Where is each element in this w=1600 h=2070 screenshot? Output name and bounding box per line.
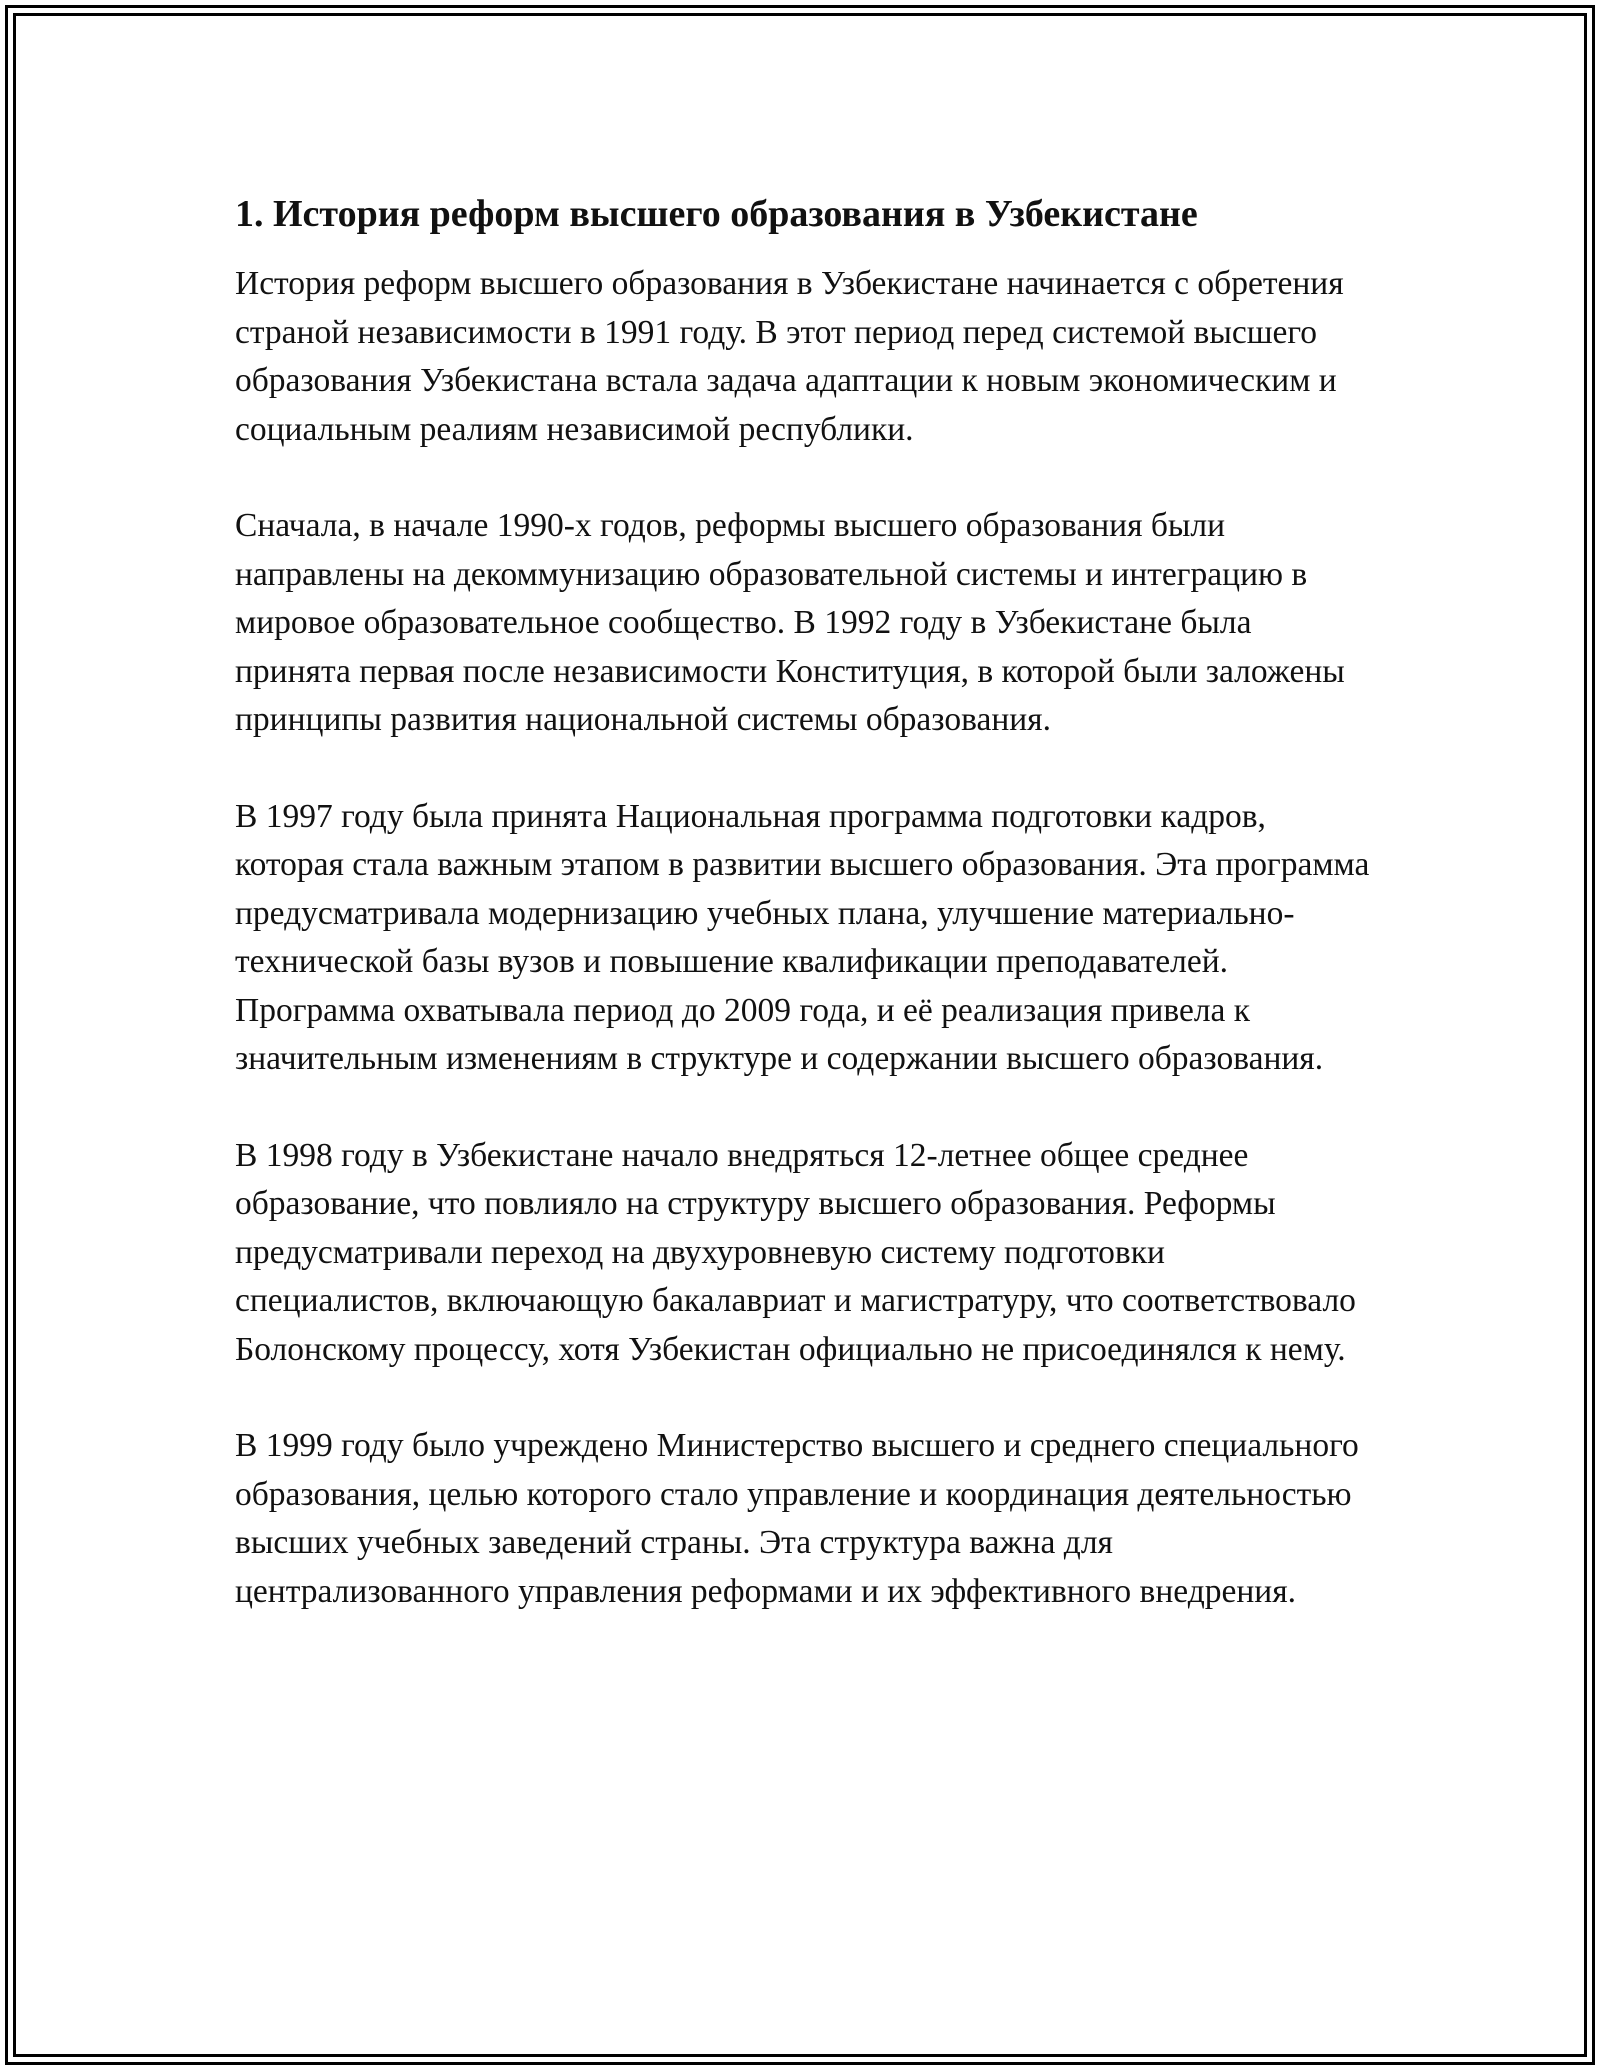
paragraph-early-1990s: Сначала, в начале 1990-х годов, реформы высшего образования были направлены на декоммунизацию образовательной системы и интеграцию в мировое образовательное сообщество. В 1992 году в Узбекистане была принята первая после независимости Конституция, в которой были заложены принципы развития национальной системы образования. bbox=[235, 507, 1345, 738]
paragraph-1998-reform: В 1998 году в Узбекистане начало внедряться 12-летнее общее среднее образование, что повлияло на структуру высшего образования. Реформы предусматривали переход на двухуровневую систему подготовки специалистов, включающую бакалавриат и магистратуру, что соответствовало Болонскому процессу, хотя Узбекистан официально не присоединялся к нему. bbox=[235, 1136, 1356, 1368]
paragraph-1999-ministry: В 1999 году было учреждено Министерство высшего и среднего специального образования, целью которого стало управление и координация деятельностью высших учебных заведений страны. Эта структура важна для централизованного управления реформами и их эффективного внедрения. bbox=[235, 1427, 1359, 1610]
paragraph-independence: История реформ высшего образования в Узбекистане начинается с обретения страной независимости в 1991 году. В этот период перед системой высшего образования Узбекистана встала задача адаптации к новым экономическим и социальным реалиям независимой республики. bbox=[235, 265, 1344, 448]
document-body bbox=[235, 190, 1375, 1616]
section-heading: 1. История реформ высшего образования в Узбекистане bbox=[235, 193, 1198, 235]
paragraph-1997-program: В 1997 году была принята Национальная программа подготовки кадров, которая стала важным этапом в развитии высшего образования. Эта программа предусматривала модернизацию учебных плана, улучшение материально-технической базы вузов и повышение квалификации преподавателей. Программа охватывала период до 2009 года, и её реализация привела к значительным изменениям в структуре и содержании высшего образования. bbox=[235, 797, 1370, 1077]
